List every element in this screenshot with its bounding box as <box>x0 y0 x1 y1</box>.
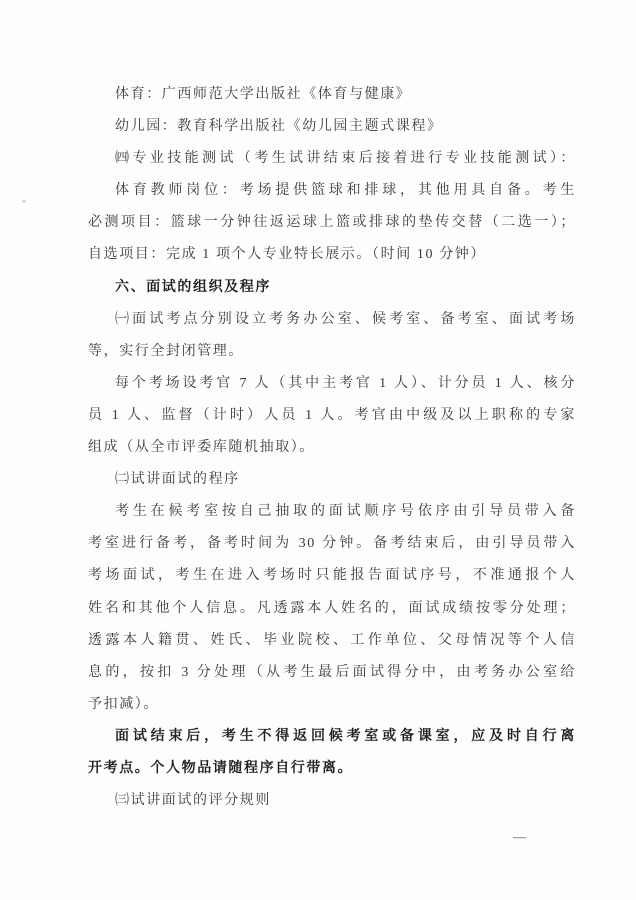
document-body <box>88 79 576 817</box>
text-line: 员 1 人、监督（计时）人员 1 人。考官由中级及以上职称的专家 <box>88 407 576 423</box>
text-line: ㈠面试考点分别设立考务办公室、候考室、备考室、面试考场 <box>115 311 576 327</box>
text-line: 面试结束后，考生不得返回候考室或备课室，应及时自行离 <box>115 728 576 744</box>
page-number-dash: — <box>513 829 526 844</box>
text-line: 体育：广西师范大学出版社《体育与健康》 <box>115 87 412 102</box>
text-line: 予扣减）。 <box>88 696 159 712</box>
text-line: 考室进行备考，备考时间为 30 分钟。备考结束后，由引导员带入 <box>88 536 576 552</box>
subsection-heading: ㈡试讲面试的程序 <box>115 472 240 488</box>
text-line: 每个考场设考官 7 人（其中主考官 1 人）、计分员 1 人、核分 <box>115 375 576 391</box>
text-line: 体育教师岗位：考场提供篮球和排球，其他用具自备。考生 <box>115 183 576 199</box>
text-line: 自选项目：完成 1 项个人专业特长展示。（时间 10 分钟） <box>88 247 486 263</box>
text-line: 透露本人籍贯、姓氏、毕业院校、工作单位、父母情况等个人信 <box>88 632 576 648</box>
text-line: 幼儿园：教育科学出版社《幼儿园主题式课程》 <box>115 119 443 135</box>
text-line: ㈣专业技能测试（考生试讲结束后接着进行专业技能测试）： <box>115 151 576 167</box>
text-line: 等，实行全封闭管理。 <box>88 343 244 359</box>
text-line: 必测项目：篮球一分钟往返运球上篮或排球的垫传交替（二选一）； <box>88 215 576 231</box>
text-line: 考生在候考室按自己抽取的面试顺序号依序由引导员带入备 <box>115 504 576 520</box>
text-line: 组成（从全市评委库随机抽取）。 <box>88 440 315 456</box>
text-line: 考场面试，考生在进入考场时只能报告面试序号，不准通报个人 <box>88 568 576 584</box>
text-line: 姓名和其他个人信息。凡透露本人姓名的，面试成绩按零分处理； <box>88 600 576 616</box>
section-heading: 六、面试的组织及程序 <box>115 279 271 295</box>
subsection-heading: ㈢试讲面试的评分规则 <box>115 793 271 809</box>
text-line: 开考点。个人物品请随程序自行带离。 <box>88 760 354 776</box>
scan-artifact <box>22 200 26 203</box>
text-line: 息的，按扣 3 分处理（从考生最后面试得分中，由考务办公室给 <box>88 664 576 680</box>
